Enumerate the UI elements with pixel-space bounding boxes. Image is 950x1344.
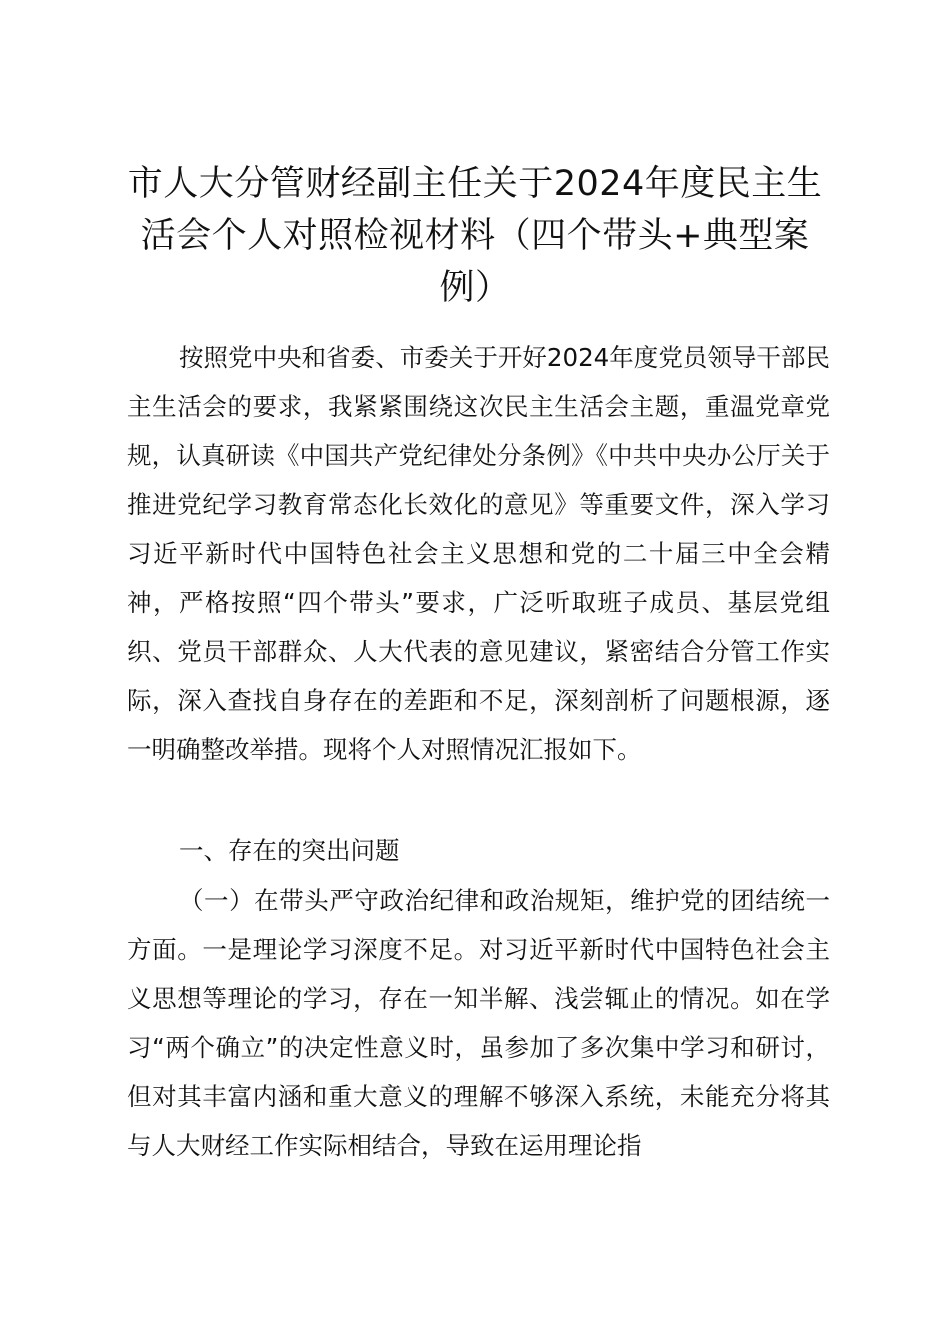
section-paragraph: （一）在带头严守政治纪律和政治规矩，维护党的团结统一方面。一是理论学习深度不足。对习近平新时代中国特色社会主义思想等理论的学习，存在一知半解、浅尝辄止的情况。如在学习“两个确立”的决定性意义时，虽参加了多次集中学习和研讨，但对其丰富内涵和重大意义的理解不够深入系统，未能充分将其与人大财经工作实际相结合，导致在运用理论指 xyxy=(127,886,830,1160)
document-title: 市人大分管财经副主任关于2024年度民主生活会个人对照检视材料（四个带头+典型案例） xyxy=(127,164,823,308)
section-heading: 一、存在的突出问题 xyxy=(179,836,400,865)
intro-paragraph: 按照党中央和省委、市委关于开好2024年度党员领导干部民主生活会的要求，我紧紧围绕这次民主生活会主题，重温党章党规，认真研读《中国共产党纪律处分条例》《中共中央办公厅关于推进党纪学习教育常态化长效化的意见》等重要文件，深入学习习近平新时代中国特色社会主义思想和党的二十届三中全会精神，严格按照“四个带头”要求，广泛听取班子成员、基层党组织、党员干部群众、人大代表的意见建议，紧密结合分管工作实际，深入查找自身存在的差距和不足，深刻剖析了问题根源，逐一明确整改举措。现将个人对照情况汇报如下。 xyxy=(127,343,830,764)
